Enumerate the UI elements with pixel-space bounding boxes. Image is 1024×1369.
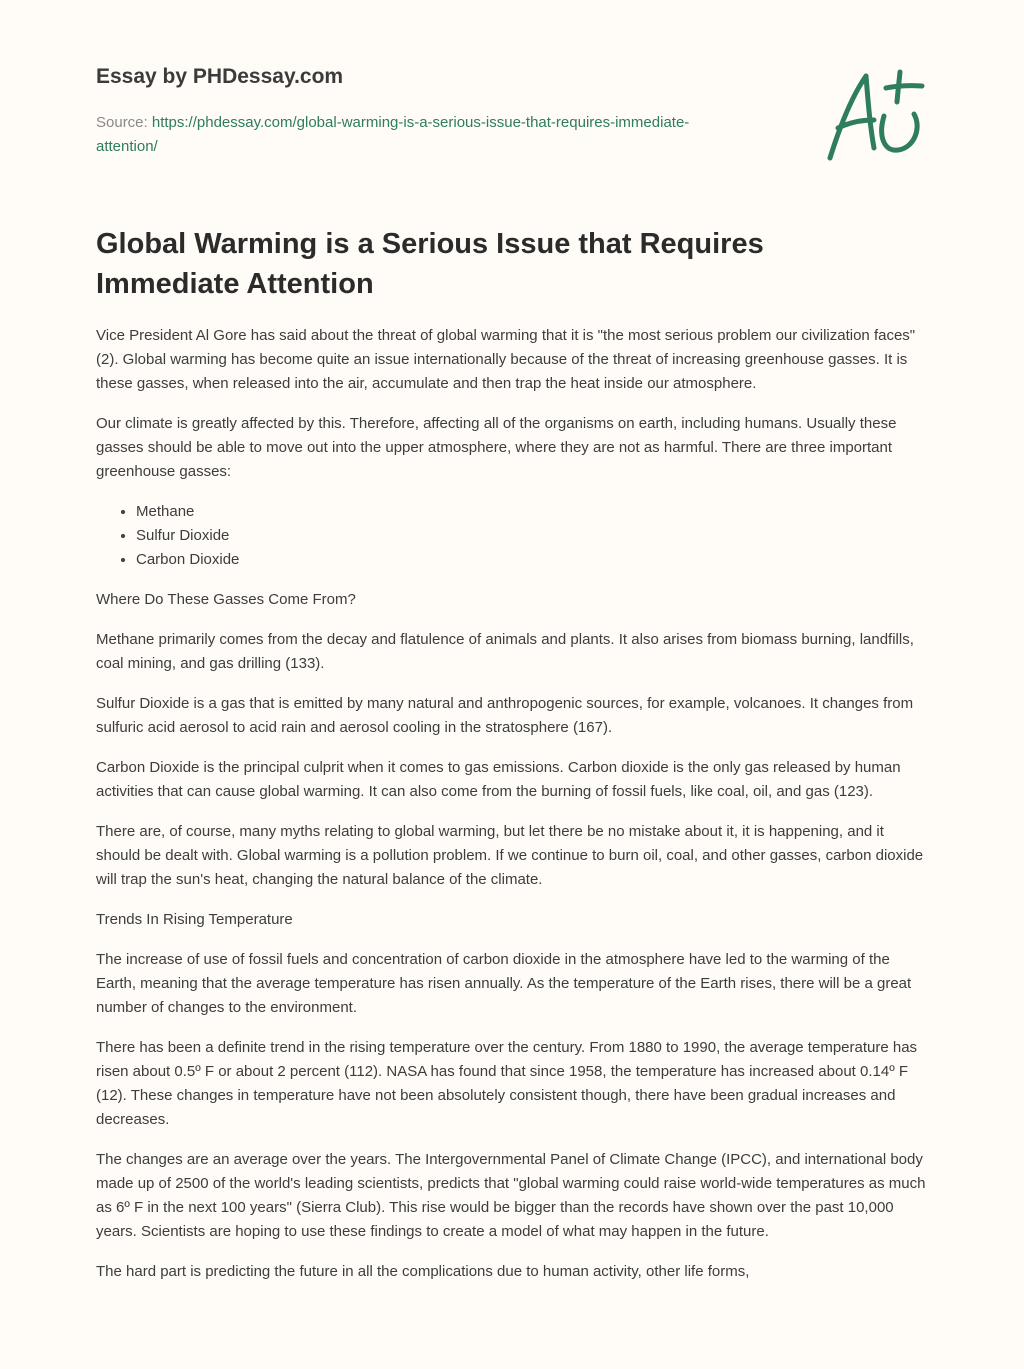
site-brand: Essay by PHDessay.com bbox=[96, 65, 344, 88]
section-heading: Where Do These Gasses Come From? bbox=[96, 591, 356, 608]
source-line bbox=[96, 111, 716, 159]
list-item: • Methane bbox=[136, 500, 932, 524]
paragraph: Carbon Dioxide is the principal culprit when it comes to gas emissions. Carbon dioxide is the only gas released by human activities that can cause global warming. It can also come from the burning of fossil fuels, like coal, oil, and gas (123). bbox=[96, 759, 901, 800]
paragraph: Methane primarily comes from the decay and flatulence of animals and plants. It also arises from biomass burning, landfills, coal mining, and gas drilling (133). bbox=[96, 631, 914, 672]
paragraph: The hard part is predicting the future in all the complications due to human activity, other life forms, bbox=[96, 1263, 750, 1280]
paragraph: There has been a definite trend in the rising temperature over the century. From 1880 to 1990, the average temperature has risen about 0.5º F or about 2 percent (112). NASA has found that since 1958, the temperature has increased about 0.14º F (12). These changes in temperature have not been absolutely consistent though, there have been gradual increases and decreases. bbox=[96, 1039, 918, 1128]
paragraph: Vice President Al Gore has said about the threat of global warming that it is "the most serious problem our civilization faces" (2). Global warming has become quite an issue internationally because of the threat of increasing greenhouse gasses. It is these gasses, when released into the air, accumulate and then trap the heat inside our atmosphere. bbox=[96, 327, 916, 392]
source-link[interactable]: https://phdessay.com/global-warming-is-a-serious-issue-that-requires-immediate-attention/ bbox=[96, 114, 690, 155]
article-body bbox=[96, 324, 932, 1300]
paragraph: The increase of use of fossil fuels and concentration of carbon dioxide in the atmosphere have led to the warming of the Earth, meaning that the average temperature has risen annually. As the temperature of the Earth rises, there will be a great number of changes to the environment. bbox=[96, 951, 912, 1016]
section-heading: Trends In Rising Temperature bbox=[96, 911, 293, 928]
paragraph: Sulfur Dioxide is a gas that is emitted by many natural and anthropogenic sources, for example, volcanoes. It changes from sulfuric acid aerosol to acid rain and aerosol cooling in the stratosphere (167). bbox=[96, 695, 914, 736]
gasses-list bbox=[96, 500, 932, 572]
source-label: Source: bbox=[96, 114, 152, 131]
article-title: Global Warming is a Serious Issue that Requires Immediate Attention bbox=[96, 228, 764, 300]
a-plus-logo-icon bbox=[818, 66, 930, 166]
paragraph: The changes are an average over the years. The Intergovernmental Panel of Climate Change (IPCC), and international body made up of 2500 of the world's leading scientists, predicts that "global warming could raise world-wide temperatures as much as 6º F in the next 100 years" (Sierra Club). This rise would be bigger than the records have shown over the past 10,000 years. Scientists are hoping to use these findings to create a model of what may happen in the future. bbox=[96, 1151, 926, 1240]
list-item: • Carbon Dioxide bbox=[136, 548, 932, 572]
list-item: • Sulfur Dioxide bbox=[136, 524, 932, 548]
paragraph: Our climate is greatly affected by this. Therefore, affecting all of the organisms on earth, including humans. Usually these gasses should be able to move out into the upper atmosphere, where they are not as harmful. There are three important greenhouse gasses: bbox=[96, 415, 897, 480]
paragraph: There are, of course, many myths relating to global warming, but let there be no mistake about it, it is happening, and it should be dealt with. Global warming is a pollution problem. If we continue to burn oil, coal, and other gasses, carbon dioxide will trap the sun's heat, changing the natural balance of the climate. bbox=[96, 823, 924, 888]
